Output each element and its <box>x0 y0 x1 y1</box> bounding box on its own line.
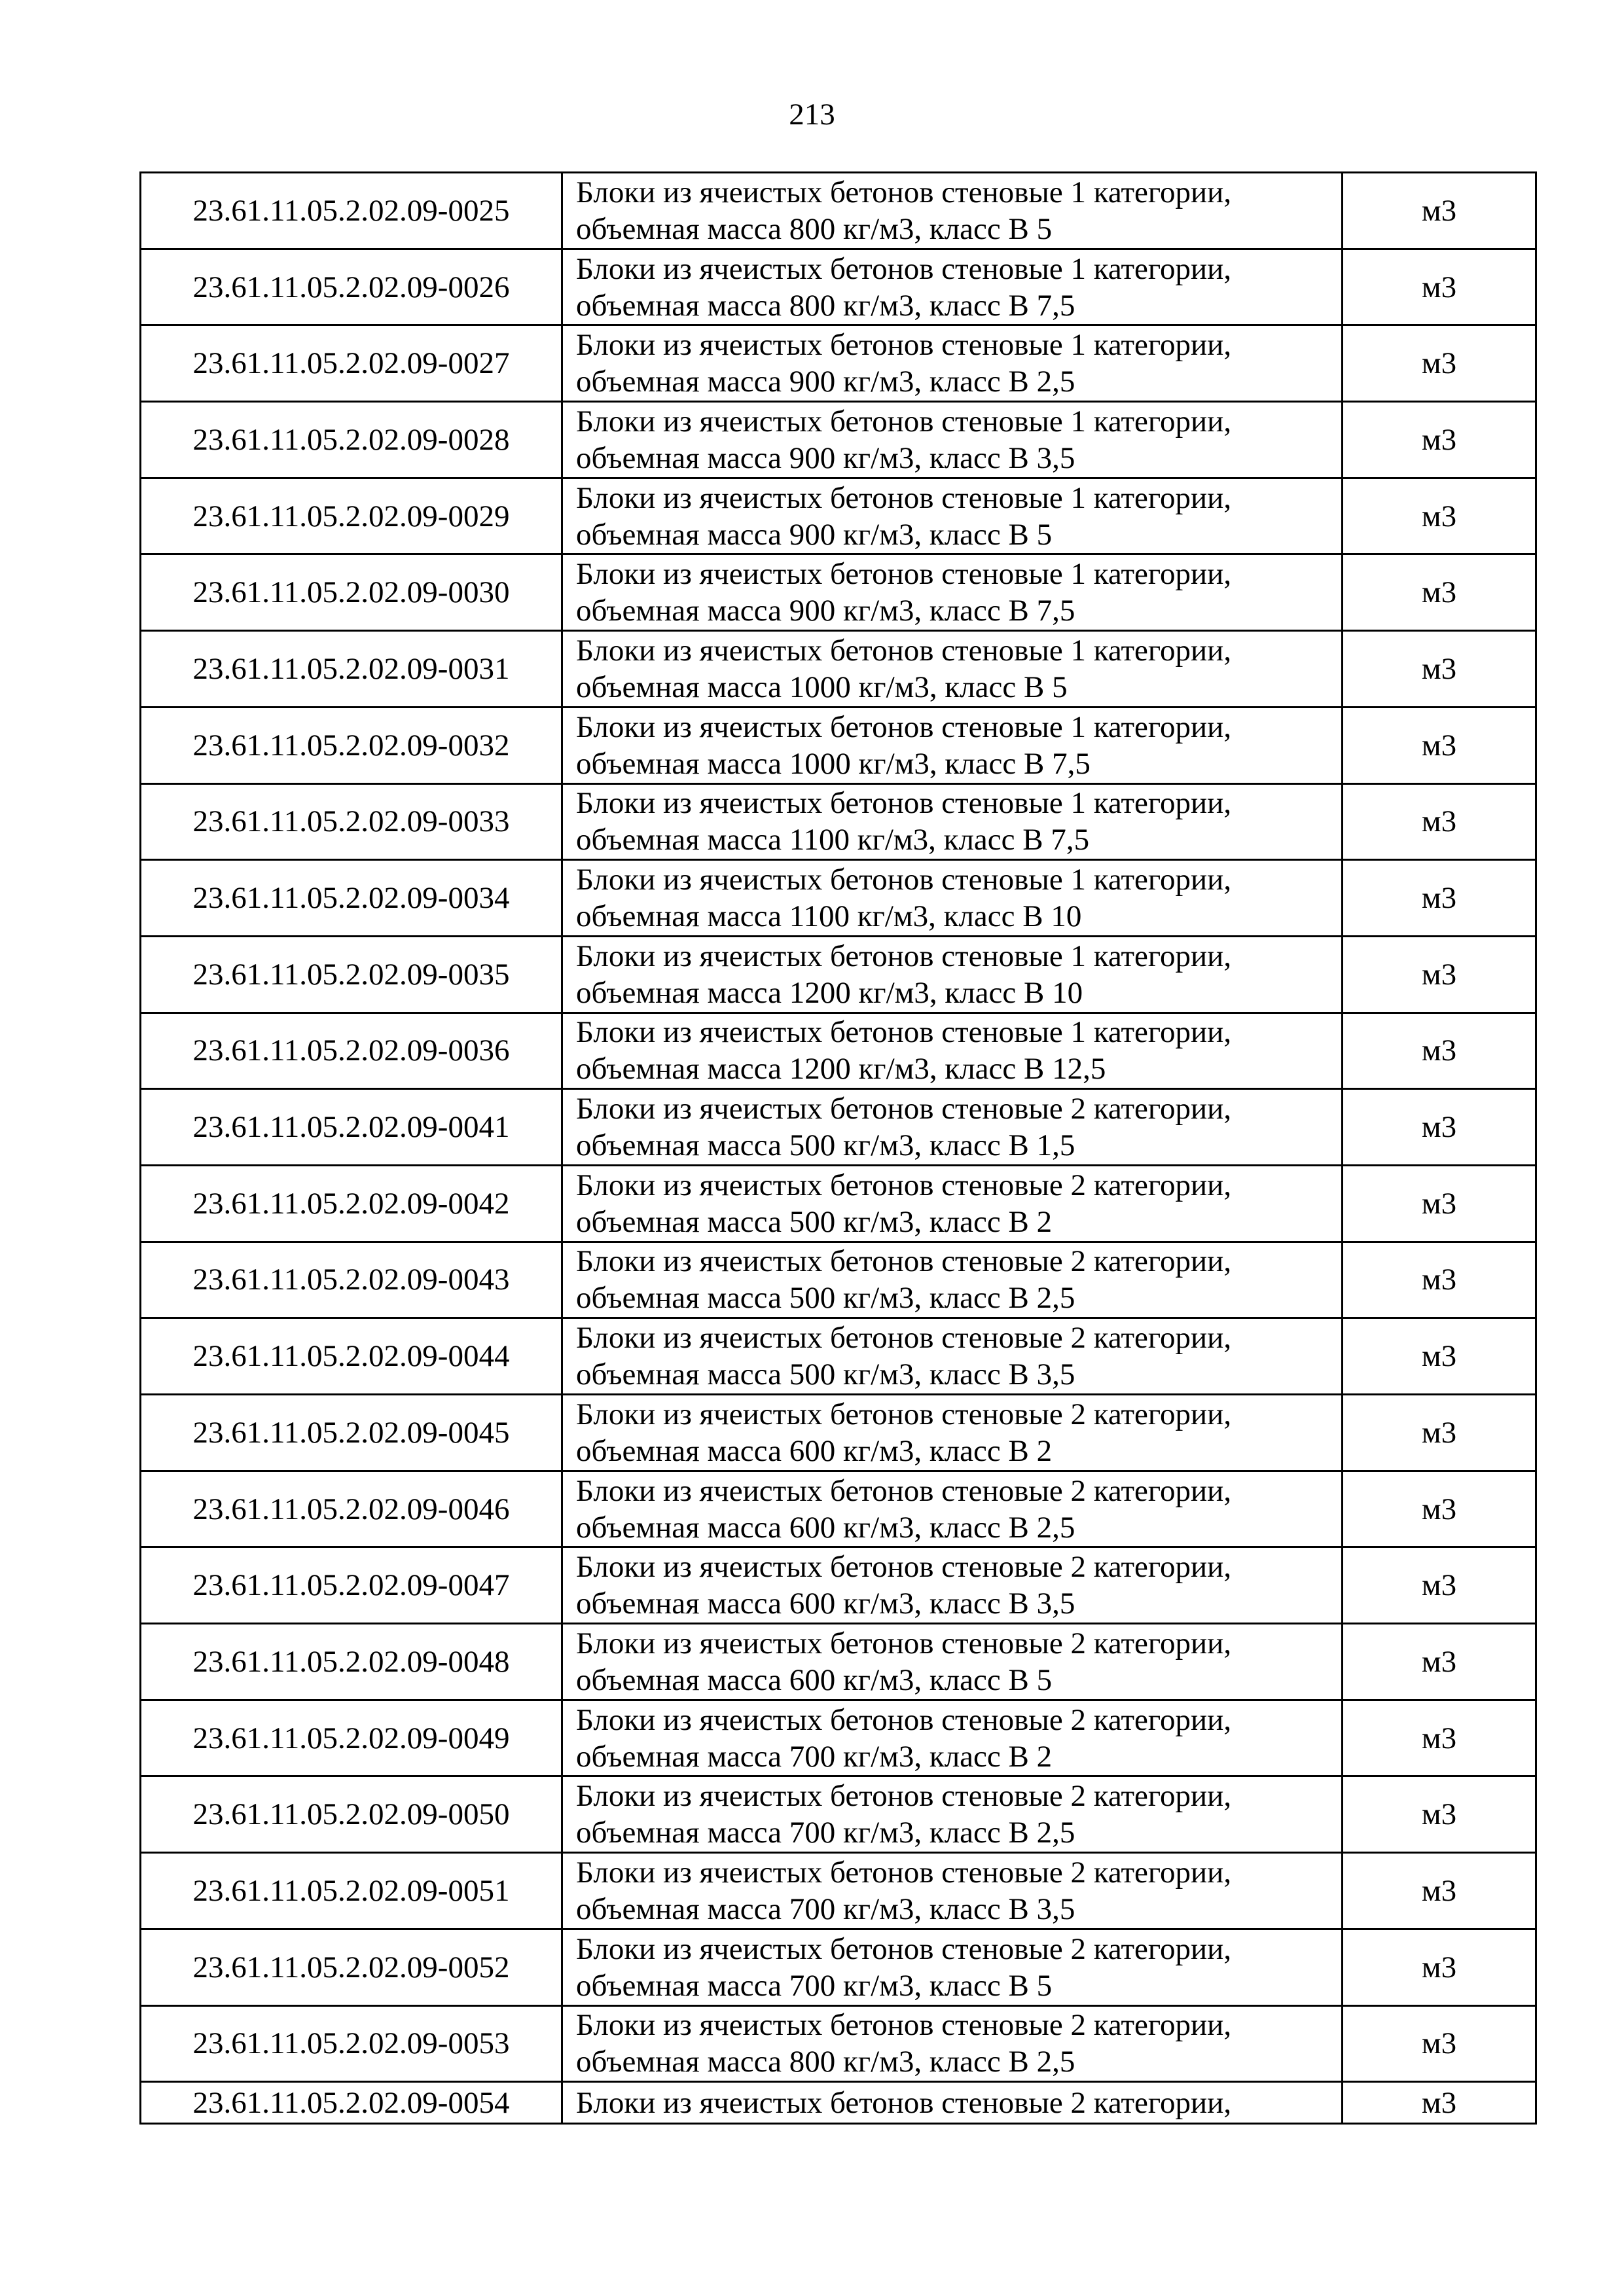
row-code: 23.61.11.05.2.02.09-0025 <box>141 173 562 249</box>
table-row <box>141 173 1536 249</box>
row-code: 23.61.11.05.2.02.09-0043 <box>141 1242 562 1318</box>
description-line-2: объемная масса 900 кг/м3, класс В 2,5 <box>576 365 1075 399</box>
table-row <box>141 1013 1536 1089</box>
table-row <box>141 1700 1536 1776</box>
table-row <box>141 783 1536 860</box>
table-row <box>141 1624 1536 1700</box>
row-unit: м3 <box>1343 1165 1536 1242</box>
row-description <box>562 402 1343 478</box>
row-description <box>562 707 1343 783</box>
row-unit: м3 <box>1343 1853 1536 1929</box>
description-line-2: объемная масса 900 кг/м3, класс В 7,5 <box>576 594 1075 628</box>
description-line-2: объемная масса 700 кг/м3, класс В 2 <box>576 1739 1053 1774</box>
description-line-1: Блоки из ячеистых бетонов стеновые 1 категории, <box>576 709 1232 744</box>
description-line-1: Блоки из ячеистых бетонов стеновые 1 категории, <box>576 480 1232 515</box>
row-unit: м3 <box>1343 325 1536 402</box>
row-unit: м3 <box>1343 1700 1536 1776</box>
description-line-2: объемная масса 700 кг/м3, класс В 5 <box>576 1968 1053 2003</box>
description-line-2: объемная масса 900 кг/м3, класс В 5 <box>576 517 1053 552</box>
table-row <box>141 1089 1536 1166</box>
row-description <box>562 1013 1343 1089</box>
table-row <box>141 1242 1536 1318</box>
row-description <box>562 1395 1343 1471</box>
row-code: 23.61.11.05.2.02.09-0049 <box>141 1700 562 1776</box>
row-code: 23.61.11.05.2.02.09-0033 <box>141 783 562 860</box>
row-description <box>562 1929 1343 2005</box>
table-row <box>141 249 1536 325</box>
row-code: 23.61.11.05.2.02.09-0050 <box>141 1776 562 1853</box>
row-description <box>562 1318 1343 1395</box>
row-description <box>562 783 1343 860</box>
row-code: 23.61.11.05.2.02.09-0031 <box>141 631 562 708</box>
description-line-1: Блоки из ячеистых бетонов стеновые 2 категории, <box>576 1702 1232 1737</box>
row-unit: м3 <box>1343 1013 1536 1089</box>
row-code: 23.61.11.05.2.02.09-0048 <box>141 1624 562 1700</box>
row-unit: м3 <box>1343 707 1536 783</box>
description-line-2: объемная масса 500 кг/м3, класс В 3,5 <box>576 1357 1075 1392</box>
description-line-2: объемная масса 600 кг/м3, класс В 5 <box>576 1662 1053 1697</box>
row-description <box>562 1242 1343 1318</box>
row-code: 23.61.11.05.2.02.09-0054 <box>141 2082 562 2124</box>
row-description <box>562 478 1343 554</box>
row-code: 23.61.11.05.2.02.09-0030 <box>141 554 562 631</box>
row-code: 23.61.11.05.2.02.09-0035 <box>141 936 562 1013</box>
description-line-2: объемная масса 1000 кг/м3, класс В 7,5 <box>576 746 1091 781</box>
row-code: 23.61.11.05.2.02.09-0044 <box>141 1318 562 1395</box>
row-code: 23.61.11.05.2.02.09-0053 <box>141 2005 562 2082</box>
table-row <box>141 402 1536 478</box>
row-unit: м3 <box>1343 1929 1536 2005</box>
description-line-1: Блоки из ячеистых бетонов стеновые 2 категории, <box>576 2008 1232 2043</box>
row-code: 23.61.11.05.2.02.09-0032 <box>141 707 562 783</box>
row-code: 23.61.11.05.2.02.09-0047 <box>141 1547 562 1624</box>
description-line-2: объемная масса 1100 кг/м3, класс В 10 <box>576 899 1082 934</box>
table-row <box>141 478 1536 554</box>
description-line-1: Блоки из ячеистых бетонов стеновые 1 категории, <box>576 1015 1232 1050</box>
row-code: 23.61.11.05.2.02.09-0034 <box>141 860 562 937</box>
table-row <box>141 1776 1536 1853</box>
description-line-2: объемная масса 500 кг/м3, класс В 2 <box>576 1204 1053 1239</box>
description-line-1: Блоки из ячеистых бетонов стеновые 1 категории, <box>576 863 1232 897</box>
description-line-2: объемная масса 600 кг/м3, класс В 3,5 <box>576 1587 1075 1621</box>
row-unit: м3 <box>1343 402 1536 478</box>
description-line-2: объемная масса 700 кг/м3, класс В 2,5 <box>576 1816 1075 1850</box>
table-row <box>141 1547 1536 1624</box>
description-line-2: объемная масса 500 кг/м3, класс В 2,5 <box>576 1281 1075 1316</box>
row-code: 23.61.11.05.2.02.09-0046 <box>141 1471 562 1547</box>
row-unit: м3 <box>1343 1471 1536 1547</box>
row-unit: м3 <box>1343 1395 1536 1471</box>
row-code: 23.61.11.05.2.02.09-0045 <box>141 1395 562 1471</box>
table-row <box>141 1318 1536 1395</box>
row-unit: м3 <box>1343 1089 1536 1166</box>
row-code: 23.61.11.05.2.02.09-0041 <box>141 1089 562 1166</box>
row-description <box>562 173 1343 249</box>
description-line-2: объемная масса 600 кг/м3, класс В 2,5 <box>576 1510 1075 1545</box>
description-line-1: Блоки из ячеистых бетонов стеновые 2 категории, <box>576 2085 1232 2120</box>
description-line-2: объемная масса 600 кг/м3, класс В 2 <box>576 1433 1053 1468</box>
description-line-1: Блоки из ячеистых бетонов стеновые 1 категории, <box>576 939 1232 973</box>
row-code: 23.61.11.05.2.02.09-0051 <box>141 1853 562 1929</box>
table-row <box>141 554 1536 631</box>
row-description <box>562 1624 1343 1700</box>
description-line-1: Блоки из ячеистых бетонов стеновые 2 категории, <box>576 1397 1232 1431</box>
row-unit: м3 <box>1343 936 1536 1013</box>
table-row <box>141 631 1536 708</box>
row-unit: м3 <box>1343 783 1536 860</box>
description-line-1: Блоки из ячеистых бетонов стеновые 1 категории, <box>576 786 1232 821</box>
row-unit: м3 <box>1343 478 1536 554</box>
table-row <box>141 1395 1536 1471</box>
row-description <box>562 2082 1343 2124</box>
row-description <box>562 249 1343 325</box>
row-description <box>562 554 1343 631</box>
description-line-1: Блоки из ячеистых бетонов стеновые 1 категории, <box>576 328 1232 363</box>
row-unit: м3 <box>1343 2005 1536 2082</box>
table-row <box>141 1853 1536 1929</box>
table-row <box>141 936 1536 1013</box>
row-description <box>562 1853 1343 1929</box>
row-unit: м3 <box>1343 173 1536 249</box>
table-row <box>141 2082 1536 2124</box>
row-code: 23.61.11.05.2.02.09-0036 <box>141 1013 562 1089</box>
row-description <box>562 1471 1343 1547</box>
description-line-2: объемная масса 700 кг/м3, класс В 3,5 <box>576 1892 1075 1926</box>
row-description <box>562 1165 1343 1242</box>
description-line-2: объемная масса 1000 кг/м3, класс В 5 <box>576 670 1068 704</box>
description-line-2: объемная масса 1200 кг/м3, класс В 10 <box>576 975 1083 1010</box>
row-unit: м3 <box>1343 1318 1536 1395</box>
row-description <box>562 325 1343 402</box>
row-code: 23.61.11.05.2.02.09-0052 <box>141 1929 562 2005</box>
description-line-1: Блоки из ячеистых бетонов стеновые 1 категории, <box>576 404 1232 439</box>
row-unit: м3 <box>1343 1547 1536 1624</box>
description-line-1: Блоки из ячеистых бетонов стеновые 2 категории, <box>576 1626 1232 1660</box>
description-line-1: Блоки из ячеистых бетонов стеновые 2 категории, <box>576 1473 1232 1508</box>
row-unit: м3 <box>1343 554 1536 631</box>
table-row <box>141 1165 1536 1242</box>
page-number: 213 <box>789 98 835 132</box>
description-line-1: Блоки из ячеистых бетонов стеновые 2 категории, <box>576 1779 1232 1814</box>
description-line-2: объемная масса 500 кг/м3, класс В 1,5 <box>576 1128 1075 1163</box>
table-row <box>141 1929 1536 2005</box>
description-line-1: Блоки из ячеистых бетонов стеновые 2 категории, <box>576 1244 1232 1279</box>
table-row <box>141 2005 1536 2082</box>
table-row <box>141 707 1536 783</box>
row-code: 23.61.11.05.2.02.09-0027 <box>141 325 562 402</box>
table-row <box>141 1471 1536 1547</box>
row-unit: м3 <box>1343 2082 1536 2124</box>
description-line-1: Блоки из ячеистых бетонов стеновые 2 категории, <box>576 1321 1232 1355</box>
row-description <box>562 1700 1343 1776</box>
description-line-2: объемная масса 800 кг/м3, класс В 7,5 <box>576 288 1075 323</box>
row-unit: м3 <box>1343 631 1536 708</box>
description-line-1: Блоки из ячеистых бетонов стеновые 1 категории, <box>576 633 1232 668</box>
description-line-2: объемная масса 800 кг/м3, класс В 2,5 <box>576 2045 1075 2079</box>
row-description <box>562 631 1343 708</box>
row-code: 23.61.11.05.2.02.09-0026 <box>141 249 562 325</box>
row-code: 23.61.11.05.2.02.09-0028 <box>141 402 562 478</box>
table-row <box>141 860 1536 937</box>
row-description <box>562 1547 1343 1624</box>
description-line-1: Блоки из ячеистых бетонов стеновые 1 категории, <box>576 557 1232 592</box>
description-line-1: Блоки из ячеистых бетонов стеновые 1 категории, <box>576 175 1232 209</box>
description-line-1: Блоки из ячеистых бетонов стеновые 2 категории, <box>576 1168 1232 1202</box>
description-line-2: объемная масса 1200 кг/м3, класс В 12,5 <box>576 1052 1106 1086</box>
description-line-2: объемная масса 800 кг/м3, класс В 5 <box>576 211 1053 246</box>
materials-table <box>139 171 1537 2125</box>
row-description <box>562 1089 1343 1166</box>
description-line-2: объемная масса 1100 кг/м3, класс В 7,5 <box>576 823 1090 857</box>
row-description <box>562 1776 1343 1853</box>
row-code: 23.61.11.05.2.02.09-0042 <box>141 1165 562 1242</box>
row-unit: м3 <box>1343 249 1536 325</box>
description-line-1: Блоки из ячеистых бетонов стеновые 1 категории, <box>576 251 1232 286</box>
row-description <box>562 860 1343 937</box>
row-unit: м3 <box>1343 1624 1536 1700</box>
description-line-2: объемная масса 900 кг/м3, класс В 3,5 <box>576 440 1075 475</box>
row-unit: м3 <box>1343 1776 1536 1853</box>
row-code: 23.61.11.05.2.02.09-0029 <box>141 478 562 554</box>
row-unit: м3 <box>1343 1242 1536 1318</box>
row-description <box>562 2005 1343 2082</box>
table-row <box>141 325 1536 402</box>
description-line-1: Блоки из ячеистых бетонов стеновые 2 категории, <box>576 1550 1232 1585</box>
row-unit: м3 <box>1343 860 1536 937</box>
description-line-1: Блоки из ячеистых бетонов стеновые 2 категории, <box>576 1931 1232 1966</box>
row-description <box>562 936 1343 1013</box>
table-body <box>141 173 1536 2124</box>
description-line-1: Блоки из ячеистых бетонов стеновые 2 категории, <box>576 1855 1232 1890</box>
description-line-1: Блоки из ячеистых бетонов стеновые 2 категории, <box>576 1092 1232 1126</box>
